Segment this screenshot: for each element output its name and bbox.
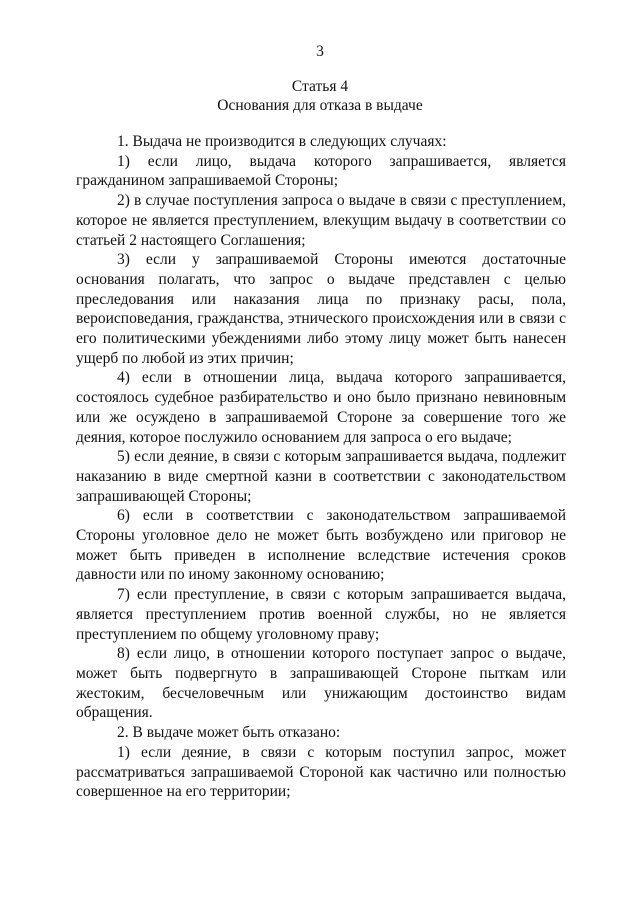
article-subtitle: Основания для отказа в выдаче xyxy=(217,97,423,114)
paragraph-clause-2: 2. В выдаче может быть отказано: xyxy=(117,724,341,742)
paragraph-subclause-6: 6) если в соответствии с законодательством запрашиваемой Стороны уголовное дело не может быть возбуждено или приговор не может быть приведен в исполнение вследствие истечения сроков давности или по иному законному основанию; xyxy=(76,507,566,584)
paragraph-clause-2-subclause-1: 1) если деяние, в связи с которым поступил запрос, может рассматриваться запрашиваемой Стороной как частично или полностью совершенное на его территории; xyxy=(76,743,566,801)
page-number: 3 xyxy=(316,43,324,60)
paragraph-subclause-3: 3) если у запрашиваемой Стороны имеются достаточные основания полагать, что запрос о выдаче представлен с целью преследования или наказания лица по признаку расы, пола, вероисповедания, гражданства, этнического происхождения или в связи с его политическими убеждениями либо этому лицу может быть нанесен ущерб по любой из этих причин; xyxy=(76,251,566,367)
article-body xyxy=(76,132,566,802)
paragraph-subclause-1: 1) если лицо, выдача которого запрашивается, является гражданином запрашиваемой Стороны; xyxy=(76,152,566,190)
paragraph-subclause-5: 5) если деяние, в связи с которым запрашивается выдача, подлежит наказанию в виде смертной казни в соответствии с законодательством запрашивающей Стороны; xyxy=(76,448,566,505)
paragraph-subclause-4: 4) если в отношении лица, выдача которого запрашивается, состоялось судебное разбирательство и оно было признано невиновным или же осуждено в запрашиваемой Стороне за совершение того же деяния, которое послужило основанием для запроса о его выдаче; xyxy=(76,369,566,446)
paragraph-subclause-8: 8) если лицо, в отношении которого поступает запрос о выдаче, может быть подвергнуто в запрашивающей Стороне пыткам или жестоким, бесчеловечным или унижающим достоинство видам обращения. xyxy=(76,645,566,722)
paragraph-subclause-2: 2) в случае поступления запроса о выдаче в связи с преступлением, которое не является преступлением, влекущим выдачу в соответствии со статьей 2 настоящего Соглашения; xyxy=(76,192,566,249)
paragraph-subclause-7: 7) если преступление, в связи с которым запрашивается выдача, является преступлением против военной службы, но не является преступлением по общему уголовному праву; xyxy=(76,586,566,643)
article-title: Статья 4 xyxy=(291,78,349,95)
paragraph-clause-1: 1. Выдача не производится в следующих случаях: xyxy=(117,133,447,150)
